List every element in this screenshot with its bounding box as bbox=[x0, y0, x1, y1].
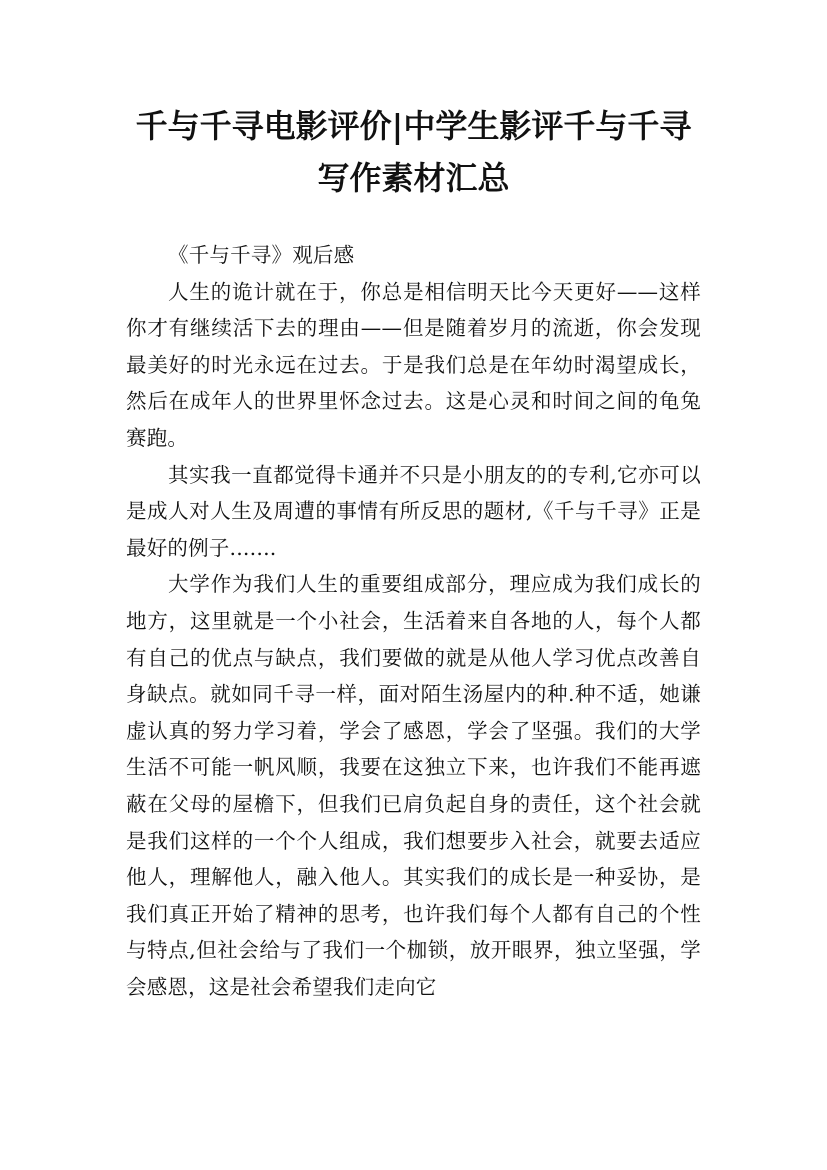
section-heading: 《千与千寻》观后感 bbox=[168, 243, 355, 267]
paragraph-1: 人生的诡计就在于，你总是相信明天比今天更好——这样你才有继续活下去的理由——但是随着岁月的流逝，你会发现最美好的时光永远在过去。于是我们总是在年幼时渴望成长，然后在成年人的世界里怀念过去。这是心灵和时间之间的龟兔赛跑。 bbox=[126, 279, 701, 450]
paragraph-3: 大学作为我们人生的重要组成部分，理应成为我们成长的地方，这里就是一个小社会，生活着来自各地的人，每个人都有自己的优点与缺点，我们要做的就是从他人学习优点改善自身缺点。就如同千寻一样，面对陌生汤屋内的种.种不适，她谦虚认真的努力学习着，学会了感恩，学会了坚强。我们的大学生活不可能一帆风顺，我要在这独立下来，也许我们不能再遮蔽在父母的屋檐下，但我们已肩负起自身的责任，这个社会就是我们这样的一个个人组成，我们想要步入社会，就要去适应他人，理解他人，融入他人。其实我们的成长是一种妥协，是我们真正开始了精神的思考，也许我们每个人都有自己的个性与特点,但社会给与了我们一个枷锁，放开眼界，独立坚强，学会感恩，这是社会希望我们走向它 bbox=[126, 572, 701, 999]
page-title: 千与千寻电影评价|中学生影评千与千寻写作素材汇总 bbox=[135, 107, 692, 197]
paragraph-2: 其实我一直都觉得卡通并不只是小朋友的的专利,它亦可以是成人对人生及周遭的事情有所反思的题材,《千与千寻》正是最好的例子....... bbox=[126, 462, 701, 560]
document-body bbox=[126, 237, 701, 1005]
